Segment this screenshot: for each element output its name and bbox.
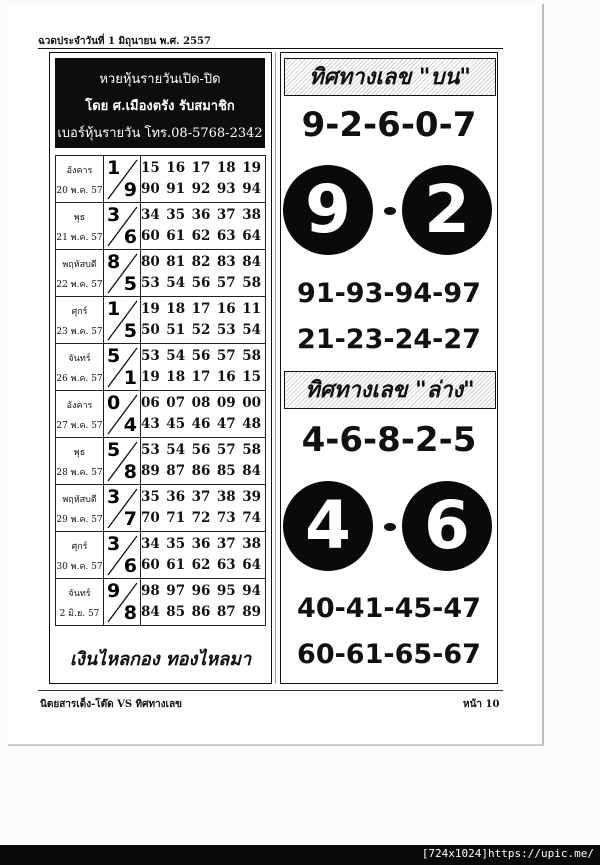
numbers-cell bbox=[141, 532, 266, 579]
number-value: 46 bbox=[191, 416, 211, 432]
digit-pair-cell bbox=[104, 203, 141, 250]
lower-pairs-1: 40-41-45-47 bbox=[297, 593, 481, 624]
number-value: 56 bbox=[191, 348, 211, 364]
numbers-cell bbox=[141, 297, 266, 344]
number-value: 37 bbox=[216, 536, 236, 552]
date-label: 27 พ.ค. 57 bbox=[56, 421, 103, 431]
number-line bbox=[141, 273, 265, 294]
number-value: 60 bbox=[141, 228, 160, 244]
number-value: 16 bbox=[216, 301, 236, 317]
number-value: 94 bbox=[242, 583, 261, 599]
date-label: 2 มิ.ย. 57 bbox=[59, 609, 100, 619]
digit-pair-cell bbox=[104, 344, 141, 391]
number-value: 38 bbox=[242, 207, 261, 223]
number-line bbox=[141, 179, 265, 200]
table-row bbox=[56, 532, 266, 579]
number-value: 85 bbox=[216, 463, 236, 479]
digit-pair-cell bbox=[104, 156, 141, 203]
digit-pair-cell bbox=[104, 250, 141, 297]
upper-sequence: 9-2-6-0-7 bbox=[301, 105, 477, 145]
number-value: 50 bbox=[141, 322, 160, 338]
number-value: 71 bbox=[166, 510, 186, 526]
number-value: 16 bbox=[216, 369, 236, 385]
number-value: 17 bbox=[191, 301, 211, 317]
day-name: พฤหัสบดี bbox=[62, 495, 97, 505]
day-name: พุธ bbox=[73, 448, 86, 458]
numbers-cell bbox=[141, 344, 266, 391]
numbers-cell bbox=[141, 391, 266, 438]
table-row bbox=[56, 344, 266, 391]
digit-top: 8 bbox=[107, 251, 121, 273]
number-value: 08 bbox=[191, 395, 211, 411]
number-value: 70 bbox=[141, 510, 160, 526]
number-value: 56 bbox=[191, 275, 211, 291]
date-label: 23 พ.ค. 57 bbox=[56, 327, 103, 337]
digit-bottom: 7 bbox=[123, 508, 137, 530]
number-value: 35 bbox=[166, 207, 186, 223]
date-label: 22 พ.ค. 57 bbox=[56, 280, 103, 290]
number-value: 18 bbox=[216, 160, 236, 176]
day-name: จันทร์ bbox=[68, 354, 91, 364]
upper-ball-separator bbox=[384, 207, 396, 215]
watermark: [724x1024]https://upic.me/ bbox=[421, 847, 594, 860]
digit-top: 5 bbox=[107, 439, 121, 461]
digit-bottom: 6 bbox=[123, 555, 137, 577]
digit-bottom: 9 bbox=[123, 179, 137, 201]
number-value: 61 bbox=[166, 557, 186, 573]
number-value: 19 bbox=[141, 369, 160, 385]
stock-lottery-panel bbox=[49, 52, 272, 684]
number-value: 34 bbox=[141, 207, 160, 223]
number-value: 86 bbox=[191, 604, 211, 620]
number-value: 95 bbox=[216, 583, 236, 599]
day-name: ศุกร์ bbox=[71, 307, 88, 317]
number-value: 17 bbox=[191, 160, 211, 176]
digit-pair-cell bbox=[104, 438, 141, 485]
promo-line-2: โดย ศ.เมืองตรัง รับสมาชิก bbox=[85, 99, 235, 114]
digit-top: 3 bbox=[107, 204, 121, 226]
day-cell bbox=[56, 344, 104, 391]
number-value: 51 bbox=[166, 322, 186, 338]
digit-pair-cell bbox=[104, 391, 141, 438]
number-value: 48 bbox=[242, 416, 261, 432]
number-value: 38 bbox=[242, 536, 261, 552]
number-value: 85 bbox=[166, 604, 186, 620]
column-divider bbox=[275, 52, 276, 684]
number-value: 54 bbox=[166, 275, 186, 291]
number-value: 74 bbox=[242, 510, 261, 526]
number-value: 15 bbox=[141, 160, 160, 176]
day-cell bbox=[56, 250, 104, 297]
number-value: 06 bbox=[141, 395, 160, 411]
number-value: 72 bbox=[191, 510, 211, 526]
digit-bottom: 5 bbox=[123, 320, 137, 342]
footer-rule bbox=[38, 690, 503, 691]
number-value: 82 bbox=[191, 254, 211, 270]
day-cell bbox=[56, 485, 104, 532]
number-line bbox=[141, 299, 265, 320]
number-value: 54 bbox=[242, 322, 261, 338]
number-value: 63 bbox=[216, 557, 236, 573]
number-line bbox=[141, 252, 265, 273]
digit-pair-cell bbox=[104, 532, 141, 579]
number-value: 15 bbox=[242, 369, 261, 385]
promo-line-3: เบอร์หุ้นรายวัน โทร.08-5768-2342 bbox=[57, 126, 263, 141]
number-value: 52 bbox=[191, 322, 211, 338]
number-line bbox=[141, 393, 265, 414]
numbers-cell bbox=[141, 203, 266, 250]
lower-ball-separator bbox=[384, 523, 396, 531]
day-name: ศุกร์ bbox=[71, 542, 88, 552]
day-name: จันทร์ bbox=[68, 589, 91, 599]
digit-top: 1 bbox=[107, 157, 121, 179]
number-line bbox=[141, 158, 265, 179]
number-line bbox=[141, 226, 265, 247]
number-value: 16 bbox=[166, 160, 186, 176]
number-value: 89 bbox=[242, 604, 261, 620]
number-value: 36 bbox=[191, 207, 211, 223]
number-value: 58 bbox=[242, 348, 261, 364]
number-value: 62 bbox=[191, 557, 211, 573]
digit-bottom: 6 bbox=[123, 226, 137, 248]
table-row bbox=[56, 438, 266, 485]
date-label: 20 พ.ค. 57 bbox=[56, 186, 103, 196]
number-value: 81 bbox=[166, 254, 186, 270]
day-cell bbox=[56, 156, 104, 203]
number-line bbox=[141, 346, 265, 367]
digit-top: 0 bbox=[107, 392, 121, 414]
numbers-cell bbox=[141, 579, 266, 626]
number-value: 92 bbox=[191, 181, 211, 197]
number-value: 36 bbox=[191, 536, 211, 552]
table-row bbox=[56, 156, 266, 203]
date-label: 30 พ.ค. 57 bbox=[56, 562, 103, 572]
number-value: 62 bbox=[191, 228, 211, 244]
upper-ball-right: 2 bbox=[402, 165, 492, 255]
number-value: 45 bbox=[166, 416, 186, 432]
day-name: พุธ bbox=[73, 213, 86, 223]
digit-top: 3 bbox=[107, 486, 121, 508]
table-row bbox=[56, 250, 266, 297]
promo-line-1: หวยหุ้นรายวันเปิด-ปิด bbox=[99, 72, 221, 87]
number-value: 34 bbox=[141, 536, 160, 552]
number-value: 53 bbox=[141, 442, 160, 458]
digit-bottom: 5 bbox=[123, 273, 137, 295]
number-value: 58 bbox=[242, 275, 261, 291]
numbers-cell bbox=[141, 156, 266, 203]
number-line bbox=[141, 320, 265, 341]
number-value: 84 bbox=[242, 254, 261, 270]
upper-pairs-1: 91-93-94-97 bbox=[297, 278, 481, 309]
number-value: 57 bbox=[216, 442, 236, 458]
number-value: 19 bbox=[242, 160, 261, 176]
numbers-cell bbox=[141, 485, 266, 532]
number-value: 53 bbox=[141, 348, 160, 364]
number-value: 43 bbox=[141, 416, 160, 432]
number-value: 96 bbox=[191, 583, 211, 599]
number-value: 37 bbox=[191, 489, 211, 505]
number-value: 57 bbox=[216, 348, 236, 364]
number-line bbox=[141, 581, 265, 602]
number-value: 07 bbox=[166, 395, 186, 411]
table-row bbox=[56, 297, 266, 344]
number-line bbox=[141, 367, 265, 388]
number-value: 58 bbox=[242, 442, 261, 458]
number-line bbox=[141, 205, 265, 226]
table-row bbox=[56, 579, 266, 626]
slogan: เงินไหลกอง ทองไหลมา bbox=[69, 649, 252, 670]
numbers-cell bbox=[141, 250, 266, 297]
footer-title: นิตยสารเด็ง-โต๊ด VS ทิศทางเลข bbox=[40, 699, 182, 710]
number-line bbox=[141, 487, 265, 508]
upper-ball-left: 9 bbox=[283, 165, 373, 255]
number-value: 83 bbox=[216, 254, 236, 270]
number-value: 47 bbox=[216, 416, 236, 432]
page-header: ฉวดประจำวันที่ 1 มิถุนายน พ.ศ. 2557 bbox=[38, 36, 211, 47]
number-value: 89 bbox=[141, 463, 160, 479]
number-value: 38 bbox=[216, 489, 236, 505]
digit-top: 9 bbox=[107, 580, 121, 602]
number-value: 56 bbox=[191, 442, 211, 458]
number-value: 73 bbox=[216, 510, 236, 526]
number-value: 54 bbox=[166, 348, 186, 364]
digit-top: 3 bbox=[107, 533, 121, 555]
day-name: พฤหัสบดี bbox=[62, 260, 97, 270]
number-line bbox=[141, 555, 265, 576]
number-line bbox=[141, 508, 265, 529]
number-value: 37 bbox=[216, 207, 236, 223]
number-value: 39 bbox=[242, 489, 261, 505]
digit-bottom: 8 bbox=[123, 602, 137, 624]
lower-pairs-2: 60-61-65-67 bbox=[297, 639, 481, 670]
number-value: 60 bbox=[141, 557, 160, 573]
table-row bbox=[56, 203, 266, 250]
numbers-cell bbox=[141, 438, 266, 485]
number-line bbox=[141, 461, 265, 482]
promo-box bbox=[55, 58, 265, 148]
number-value: 18 bbox=[166, 369, 186, 385]
number-value: 18 bbox=[166, 301, 186, 317]
number-line bbox=[141, 602, 265, 623]
digit-pair-cell bbox=[104, 485, 141, 532]
number-line bbox=[141, 440, 265, 461]
number-value: 87 bbox=[166, 463, 186, 479]
date-label: 28 พ.ค. 57 bbox=[56, 468, 103, 478]
number-value: 80 bbox=[141, 254, 160, 270]
digit-bottom: 1 bbox=[123, 367, 137, 389]
day-cell bbox=[56, 297, 104, 344]
number-value: 97 bbox=[166, 583, 186, 599]
day-cell bbox=[56, 438, 104, 485]
number-value: 64 bbox=[242, 228, 261, 244]
digit-bottom: 8 bbox=[123, 461, 137, 483]
number-value: 09 bbox=[216, 395, 236, 411]
day-name: อังคาร bbox=[66, 166, 93, 176]
number-value: 64 bbox=[242, 557, 261, 573]
lower-ball-left: 4 bbox=[283, 481, 373, 571]
date-label: 29 พ.ค. 57 bbox=[56, 515, 103, 525]
number-value: 53 bbox=[141, 275, 160, 291]
lower-ball-right: 6 bbox=[402, 481, 492, 571]
digit-top: 1 bbox=[107, 298, 121, 320]
day-cell bbox=[56, 391, 104, 438]
number-value: 87 bbox=[216, 604, 236, 620]
number-value: 17 bbox=[191, 369, 211, 385]
header-rule bbox=[38, 48, 503, 49]
number-value: 98 bbox=[141, 583, 160, 599]
number-value: 35 bbox=[141, 489, 160, 505]
digit-pair-cell bbox=[104, 297, 141, 344]
number-line bbox=[141, 414, 265, 435]
upper-banner: ทิศทางเลข "บน" bbox=[284, 58, 496, 96]
lower-banner: ทิศทางเลข "ล่าง" bbox=[284, 371, 496, 409]
lower-sequence: 4-6-8-2-5 bbox=[301, 420, 477, 460]
digit-pair-cell bbox=[104, 579, 141, 626]
number-value: 94 bbox=[242, 181, 261, 197]
page-number: หน้า 10 bbox=[463, 699, 500, 710]
number-line bbox=[141, 534, 265, 555]
number-value: 11 bbox=[242, 301, 261, 317]
number-value: 19 bbox=[141, 301, 160, 317]
results-table bbox=[55, 155, 266, 626]
number-value: 91 bbox=[166, 181, 186, 197]
number-value: 57 bbox=[216, 275, 236, 291]
number-direction-panel bbox=[280, 52, 498, 684]
number-value: 53 bbox=[216, 322, 236, 338]
upper-pairs-2: 21-23-24-27 bbox=[297, 324, 481, 355]
table-row bbox=[56, 485, 266, 532]
table-row bbox=[56, 391, 266, 438]
date-label: 21 พ.ค. 57 bbox=[56, 233, 103, 243]
day-cell bbox=[56, 579, 104, 626]
digit-top: 5 bbox=[107, 345, 121, 367]
number-value: 61 bbox=[166, 228, 186, 244]
date-label: 26 พ.ค. 57 bbox=[56, 374, 103, 384]
day-name: อังคาร bbox=[66, 401, 93, 411]
number-value: 36 bbox=[166, 489, 186, 505]
number-value: 84 bbox=[242, 463, 261, 479]
number-value: 54 bbox=[166, 442, 186, 458]
number-value: 90 bbox=[141, 181, 160, 197]
number-value: 86 bbox=[191, 463, 211, 479]
number-value: 84 bbox=[141, 604, 160, 620]
day-cell bbox=[56, 532, 104, 579]
number-value: 93 bbox=[216, 181, 236, 197]
day-cell bbox=[56, 203, 104, 250]
digit-bottom: 4 bbox=[123, 414, 137, 436]
number-value: 00 bbox=[242, 395, 261, 411]
number-value: 35 bbox=[166, 536, 186, 552]
number-value: 63 bbox=[216, 228, 236, 244]
